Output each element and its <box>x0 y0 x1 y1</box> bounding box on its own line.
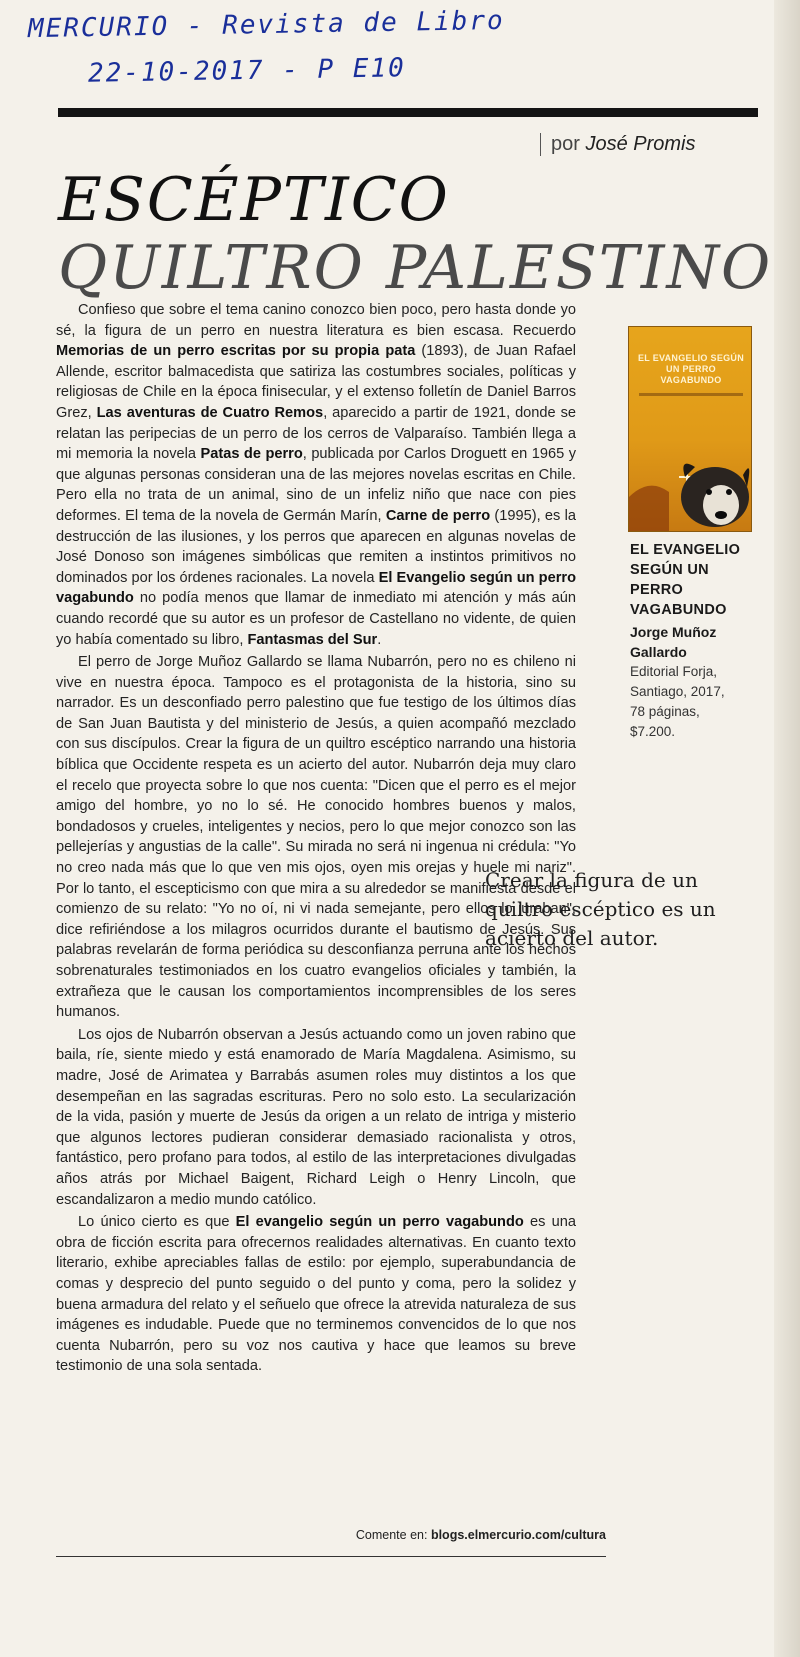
byline-author: José Promis <box>585 133 696 155</box>
book-place-year: Santiago, 2017, <box>630 684 725 699</box>
book-price: $7.200. <box>630 724 676 739</box>
book-publisher: Editorial Forja, <box>630 664 718 679</box>
book-info <box>630 540 760 742</box>
header-rule <box>58 108 758 117</box>
book-ref-carne-de-perro: Carne de perro <box>385 507 491 524</box>
book-cover-image <box>628 326 752 532</box>
book-ref-cuatro-remos: Las aventuras de Cuatro Remos <box>96 404 324 421</box>
book-ref-fantasmas: Fantasmas del Sur <box>247 631 378 648</box>
footer-label: Comente en: <box>355 1528 428 1542</box>
page-edge <box>774 0 800 1657</box>
paragraph-4: Lo único cierto es que El evangelio según un perro vagabundo es una obra de ficción escrita para ofrecernos realidades alternativas. En cuanto texto literario, exhibe apreciables fallas de estilo: por ejemplo, superabundancia de comas y desprecio del punto seguido o del punto y coma, pero la solidez y buena armadura del relato y el señuelo que ofrece la atrevida naturaleza de sus imágenes es indudable. Puede que no terminemos convencidos de lo que nos cuenta Nubarrón, pero su voz nos cautiva y hace que leamos su breve testimonio de una sola sentada. <box>56 1214 576 1375</box>
handwritten-source-note: MERCURIO - Revista de Libro <box>27 5 505 45</box>
paragraph-1: Confieso que sobre el tema canino conozco bien poco, pero hasta donde yo sé, la figura de un perro en nuestra literatura es bien escasa. Recuerdo Memorias de un perro escritas por su propia pata (1893), de Juan Rafael Allende, escritor balmacedista que satiriza las costumbres sociales, políticas y religiosas de Chile en la época finisecular, y el extenso folletín de Daniel Barros Grez, Las aventuras de Cuatro Remos, aparecido a partir de 1921, donde se relatan las peripecias de un perro de los cerros de Valparaíso. También llega a mi memoria la novela Patas de perro, publicada por Carlos Droguett en 1965 y que algunas personas consideran una de las mejores novelas escritas en Chile. Pero ella no trata de un animal, sino de un infeliz niño que nace con pies deformes. El tema de la novela de Germán Marín, Carne de perro (1995), es la destrucción de las ilusiones, y los perros que aparecen en algunas novelas de José Donoso son imágenes simbólicas que remiten a instintos primitivos no dominados por los órdenes racionales. La novela El Evangelio según un perro vagabundo no podía menos que llamar de inmediato mi atención y más aún cuando recordé que su autor es un profesor de Castellano no vidente, de quien yo había comentado su libro, Fantasmas del Sur. <box>56 302 576 648</box>
book-ref-patas-de-perro: Patas de perro <box>200 446 303 463</box>
byline <box>540 133 758 156</box>
book-ref-evangelio-2: El evangelio según un perro vagabundo <box>235 1214 524 1231</box>
book-ref-memorias: Memorias de un perro escritas por su propia pata <box>56 343 416 360</box>
dog-illustration <box>629 327 752 532</box>
cover-title: EL EVANGELIO SEGÚN UN PERRO VAGABUNDO <box>637 353 745 385</box>
book-pages: 78 páginas, <box>630 704 700 719</box>
footer-url[interactable]: blogs.elmercurio.com/cultura <box>430 1528 606 1542</box>
book-author: Jorge Muñoz Gallardo <box>630 624 717 660</box>
article-body <box>56 300 576 1379</box>
paragraph-2: El perro de Jorge Muñoz Gallardo se llama Nubarrón, pero no es chileno ni vive en nuestra época. Tampoco es el protagonista de la historia, sino su narrador. Es un desconfiado perro palestino que fue testigo de los últimos días de San Juan Bautista y del ministerio de Jesús, a quien acompañó mezclado con sus discípulos. Crear la figura de un quiltro escéptico narrando una historia bíblica que Occidente respeta es un acierto del autor. Nubarrón deja muy claro el recelo que proyecta sobre lo que nos cuenta: "Dicen que el perro es el mejor amigo del hombre, yo no lo sé. He conocido hombres buenos y malos, bondadosos y crueles, inteligentes y necios, pero lo que mejor conozco son las pellejerías y angustias de la calle". Su mirada no será ni ingenua ni crédula: "Yo no creo nada más que lo que ven mis ojos, oyen mis orejas y huele mi nariz". Por lo tanto, el escepticismo con que mira a su alrededor se manifiesta desde el comienzo de su relato: "Yo no oí, ni vi nada semejante, pero ellos lo juraban", dice refiriéndose a los milagros ocurridos durante el bautismo de Jesús. Sus palabras revelarán de forma periódica su desconfianza perruna ante los hechos sobrenaturales testimoniados en los cuatro evangelios oficiales y también, la extrañeza que le causan los comportamientos incomprensibles de los seres humanos. <box>56 654 576 1021</box>
comment-footer <box>56 1528 606 1542</box>
pull-quote: Crear la figura de un quiltro escéptico es un acierto del autor. <box>485 868 716 950</box>
handwritten-date-note: 22-10-2017 - P E10 <box>87 53 407 89</box>
footer-rule <box>56 1556 606 1557</box>
headline-line-2: QUILTRO PALESTINO <box>58 233 773 303</box>
book-title: EL EVANGELIO SEGÚN UN PERRO VAGABUNDO <box>630 542 741 618</box>
headline-line-1: ESCÉPTICO <box>58 165 450 235</box>
paragraph-3: Los ojos de Nubarrón observan a Jesús actuando como un joven rabino que baila, ríe, siente miedo y está enamorado de María Magdalena. Asimismo, su madre, José de Arimatea y Barrabás asumen roles muy distintos a los que desempeñan en las sagradas escrituras. Pero no solo esto. La secularización de la vida, pasión y muerte de Jesús da origen a un relato de intriga y misterio que algunos lectores pudieran considerar demasiado racionalista y otros, fantástico, pero profano para todos, al estilo de las interpretaciones divulgadas años atrás por Michael Baigent, Richard Leigh o Henry Lincoln, que escandalizaron a medio mundo católico. <box>56 1026 576 1208</box>
book-ref-evangelio: El Evangelio según un perro vagabundo <box>56 569 576 607</box>
byline-prefix: por <box>551 133 580 155</box>
